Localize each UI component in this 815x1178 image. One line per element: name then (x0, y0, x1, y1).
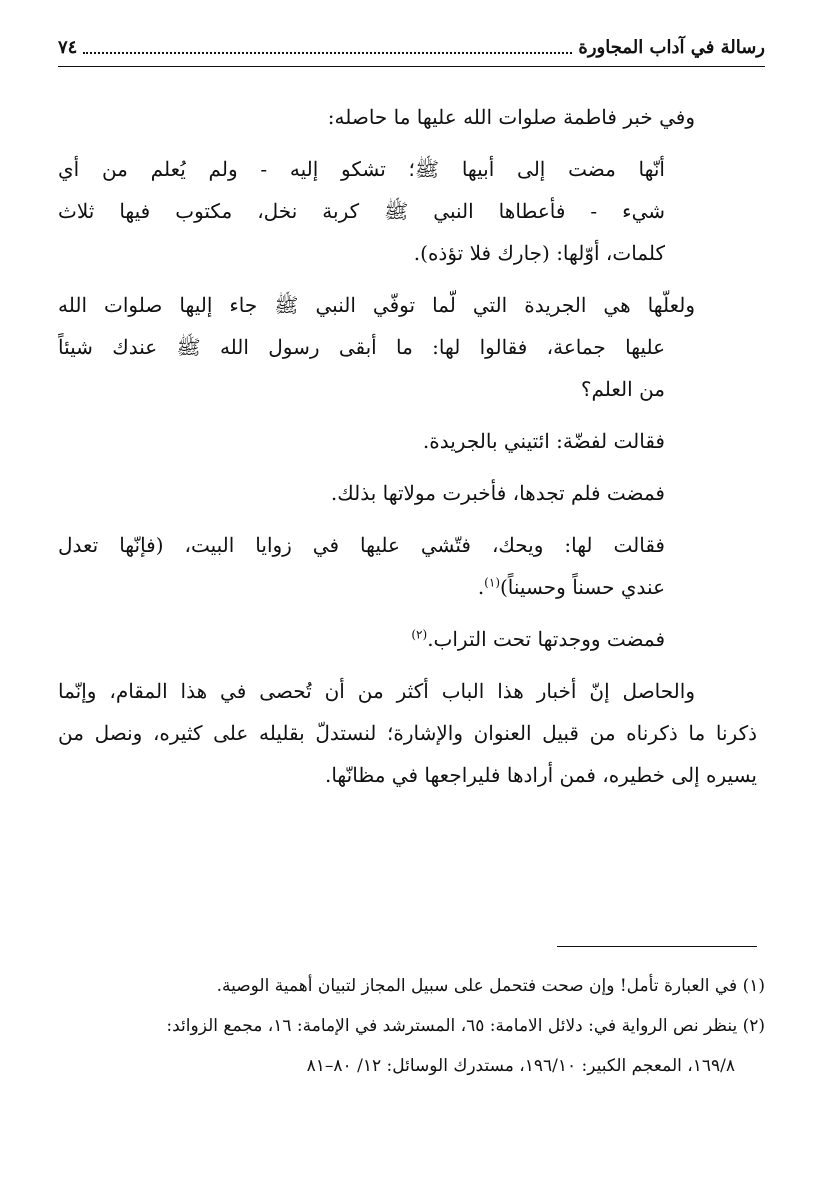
footnote-marker: (٢) (411, 627, 428, 642)
paragraph-line: فقالت لها: ويحك، فتّشي عليها في زوايا البيت، (فإنّها تعدل (58, 533, 665, 557)
paragraph-line (58, 618, 757, 660)
header-title: رسالة في آداب المجاورة (578, 37, 765, 58)
header-dot-leader (83, 51, 572, 54)
paragraph-line: شيء - فأعطاها النبي ﷺ كربة نخل، مكتوب فيها ثلاث (58, 199, 665, 223)
paragraph-line: من العلم؟ (580, 377, 665, 401)
paragraph-line (58, 566, 757, 608)
page-number: ٧٤ (58, 37, 78, 58)
header-rule (58, 66, 765, 67)
paragraph-line: يسيره إلى خطيره، فمن أرادها فليراجعها في مظانّها. (324, 763, 757, 787)
running-header (58, 30, 765, 60)
footnote-marker: (١) (484, 575, 500, 590)
paragraph-line: عليها جماعة، فقالوا لها: ما أبقى رسول الله ﷺ عندك شيئاً (58, 335, 665, 359)
paragraph-line: فمضت فلم تجدها، فأخبرت مولاتها بذلك. (330, 481, 665, 505)
paragraph-text: . (477, 575, 485, 599)
paragraph-text: فمضت ووجدتها تحت التراب. (427, 627, 665, 651)
footnote-1: (١) في العبارة تأمل! وإن صحت فتحمل على سبيل المجاز لتبيان أهمية الوصية. (216, 976, 765, 996)
paragraph-line: كلمات، أوّلها: (جارك فلا تؤذه). (413, 241, 665, 265)
paragraph-line: أنّها مضت إلى أبيها ﷺ؛ تشكو إليه - ولم يُعلم من أي (58, 157, 665, 181)
paragraph-line: ولعلّها هي الجريدة التي لّما توفّي النبي ﷺ جاء إليها صلوات الله (58, 293, 695, 317)
footnote-2-continued: ١٦٩/٨، المعجم الكبير: ١٩٦/١٠، مستدرك الوسائل: ١٢/ ٨٠–٨١ (306, 1056, 735, 1076)
main-text (58, 96, 757, 796)
footnote-separator (557, 946, 757, 947)
footnotes (50, 966, 765, 1086)
paragraph-text: عندي حسناً وحسيناً) (500, 575, 665, 599)
paragraph-line: فقالت لفضّة: ائتيني بالجريدة. (422, 429, 665, 453)
paragraph-line: ذكرنا ما ذكرناه من قبيل العنوان والإشارة؛ لنستدلّ بقليله على كثيره، ونصل من (58, 721, 757, 745)
paragraph-line: وفي خبر فاطمة صلوات الله عليها ما حاصله: (327, 105, 695, 129)
paragraph-line: والحاصل إنّ أخبار هذا الباب أكثر من أن تُحصى في هذا المقام، وإنّما (58, 679, 695, 703)
footnote-2: (٢) ينظر نص الرواية في: دلائل الامامة: ٦٥، المسترشد في الإمامة: ١٦، مجمع الزوائد: (166, 1016, 765, 1036)
